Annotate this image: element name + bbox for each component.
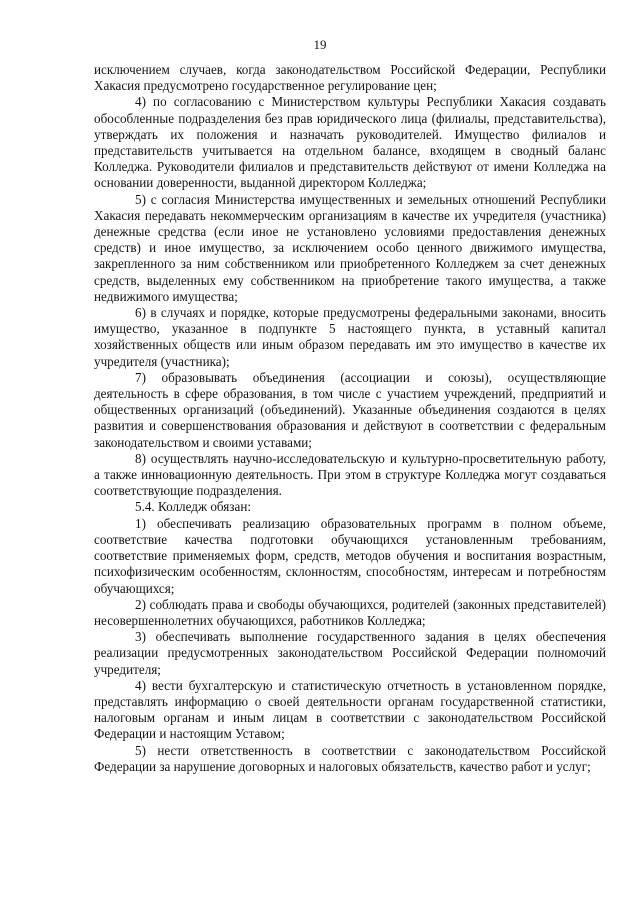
page-number: 19	[313, 37, 327, 52]
paragraph-duty-2-rights: 2) соблюдать права и свободы обучающихся, родителей (законных представителей) несовершеннолетних обучающихся, работников Колледжа;	[94, 596, 606, 628]
paragraph-duty-4-reporting: 4) вести бухгалтерскую и статистическую отчетность в установленном порядке, представлять информацию о своей деятельности органам государственной статистики, налоговым органам и иным лицам в соответствии с законодательством Российской Федерации и настоящим Уставом;	[94, 677, 606, 742]
paragraph-price-regulation: исключением случаев, когда законодательством Российской Федерации, Республики Хакасия предусмотрено государственное регулирование цен;	[94, 62, 606, 94]
paragraph-duty-3-state-task: 3) обеспечивать выполнение государственного задания в целях обеспечения реализации предусмотренных законодательством Российской Федерации полномочий учредителя;	[94, 629, 606, 677]
paragraph-item-7-associations: 7) образовывать объединения (ассоциации и союзы), осуществляющие деятельность в сфере образования, в том числе с участием учреждений, предприятий и общественных организаций (объединений). Указанные объединения создаются в целях развития и совершенствования образования и действуют в соответствии с федеральным законодательством и своими уставами;	[94, 369, 606, 450]
paragraph-item-8-research: 8) осуществлять научно-исследовательскую и культурно-просветительную работу, а также инновационную деятельность. При этом в структуре Колледжа могут создаваться соответствующие подразделения.	[94, 450, 606, 499]
paragraph-item-5-property-transfer: 5) с согласия Министерства имущественных и земельных отношений Республики Хакасия передавать некоммерческим организациям в качестве их учредителя (участника) денежные средства (если иное не установлено условиями предоставления денежных средств) и иное имущество, за исключением особо ценного движимого имущества, закрепленного за ним собственником или приобретенного Колледжем за счет денежных средств, выделенных ему собственником на приобретение такого имущества, а также недвижимого имущества;	[94, 191, 606, 304]
paragraph-item-6-share-capital: 6) в случаях и порядке, которые предусмотрены федеральными законами, вносить имущество, указанное в подпункте 5 настоящего пункта, в уставный капитал хозяйственных обществ или иным образом передавать им это имущество в качестве их учредителя (участника);	[94, 305, 606, 369]
paragraph-item-4-branches: 4) по согласованию с Министерством культуры Республики Хакасия создавать обособленные подразделения без прав юридического лица (филиалы, представительства), утверждать их положения и назначать руководителей. Имущество филиалов и представительств учитывается на отдельном балансе, входящем в сводный баланс Колледжа. Руководители филиалов и представительств действуют от имени Колледжа на основании доверенности, выданной директором Колледжа;	[94, 94, 606, 191]
paragraph-duty-1-programs: 1) обеспечивать реализацию образовательных программ в полном объеме, соответствие качества подготовки обучающихся установленным требованиям, соответствие применяемых форм, средств, методов обучения и воспитания возрастным, психофизическим особенностям, склонностям, способностям, интересам и потребностям обучающихся;	[94, 515, 606, 596]
section-5-4-heading: 5.4. Колледж обязан:	[135, 499, 252, 515]
paragraph-duty-5-liability: 5) нести ответственность в соответствии с законодательством Российской Федерации за нарушение договорных и налоговых обязательств, качество работ и услуг;	[94, 742, 606, 774]
document-body	[94, 62, 606, 775]
